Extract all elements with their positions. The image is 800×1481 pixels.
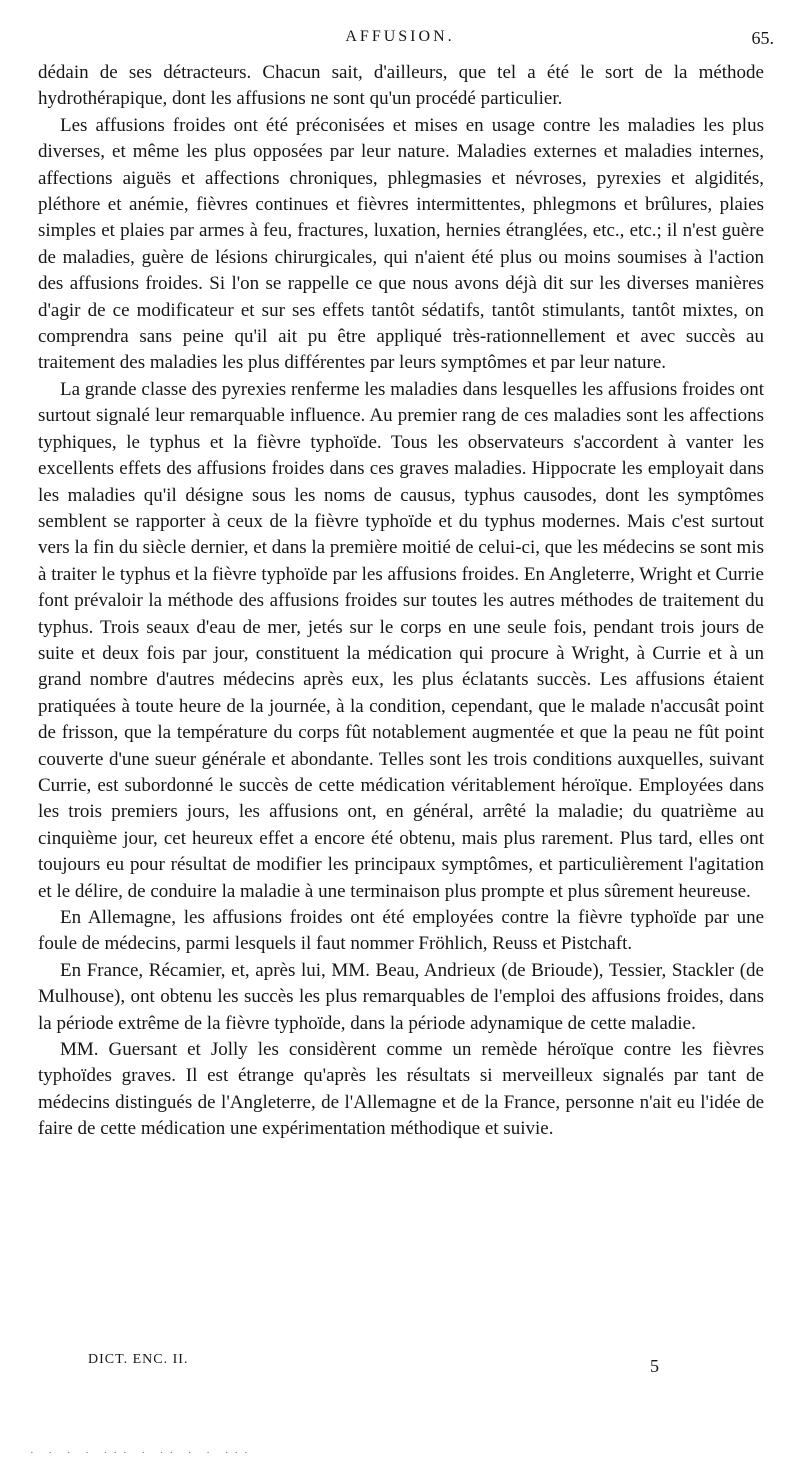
paragraph: En Allemagne, les affusions froides ont été employées contre la fièvre typhoïde par une foule de médecins, parmi lesquels il faut nommer Fröhlich, Reuss et Pistchaft.: [38, 907, 764, 955]
paragraph: dédain de ses détracteurs. Chacun sait, d'ailleurs, que tel a été le sort de la méthode hydrothérapique, dont les affusions ne sont qu'un procédé particulier.: [38, 62, 764, 110]
paragraph: La grande classe des pyrexies renferme les maladies dans lesquelles les affusions froides ont surtout signalé leur remarquable influence. Au premier rang de ces maladies sont les affections typhiques, le typhus et la fièvre typhoïde. Tous les observateurs s'accordent à vanter les excellents effets des affusions froides dans ces graves maladies. Hippocrate les employait dans les maladies qu'il désigne sous les noms de causus, typhus causodes, dont les symptômes semblent se rapporter à ceux de la fièvre typhoïde et du typhus modernes. Mais c'est surtout vers la fin du siècle dernier, et dans la première moitié de celui-ci, que les médecins se sont mis à traiter le typhus et la fièvre typhoïde par les affusions froides. En Angleterre, Wright et Currie font prévaloir la méthode des affusions froides sur toutes les autres méthodes de traitement du typhus. Trois seaux d'eau de mer, jetés sur le corps en une seule fois, pendant trois jours de suite et deux fois par jour, constituent la médication qui procure à Wright, à Currie et à un grand nombre d'autres médecins après eux, les plus éclatants succès. Les affusions étaient pratiquées à toute heure de la journée, à la condition, cependant, que le malade n'accusât point de frisson, que la température du corps fût notablement augmentée et que la peau ne fût point couverte d'une sueur générale et abondante. Telles sont les trois conditions auxquelles, suivant Currie, est subordonné le succès de cette médication véritablement héroïque. Employées dans les trois premiers jours, les affusions ont, en général, arrêté la maladie; du quatrième au cinquième jour, cet heureux effet a encore été obtenu, mais plus rarement. Plus tard, elles ont toujours eu pour résultat de modifier les principaux symptômes, et particulièrement l'agitation et le délire, de conduire la maladie à une terminaison plus prompte et plus sûrement heureuse.: [38, 378, 764, 902]
page-number: 65.: [751, 28, 774, 48]
paragraph: MM. Guersant et Jolly les considèrent comme un remède héroïque contre les fièvres typhoïdes graves. Il est étrange qu'après les résultats si merveilleux signalés par tant de médecins distingués de l'Angleterre, de l'Allemagne et de la France, personne n'ait eu l'idée de faire de cette médication une expérimentation méthodique et suivie.: [38, 1039, 764, 1140]
scan-noise-divider: · · · · ··· · ·· · · ···: [30, 1447, 254, 1459]
paragraph: En France, Récamier, et, après lui, MM. Beau, Andrieux (de Brioude), Tessier, Stackler (de Mulhouse), ont obtenu les succès les plus remarquables de l'emploi des affusions froides, dans la période extrême de la fièvre typhoïde, dans la période adynamique de cette maladie.: [38, 959, 764, 1034]
running-title: AFFUSION.: [345, 28, 455, 45]
sheet-number: 5: [650, 1356, 659, 1376]
body-text: [38, 60, 764, 1143]
paragraph: Les affusions froides ont été préconisées et mises en usage contre les maladies les plus diverses, et même les plus opposées par leur nature. Maladies externes et maladies internes, affections aiguës et affections chroniques, phlegmasies et névroses, pyrexies et algidités, pléthore et anémie, fièvres continues et fièvres intermittentes, phlegmons et brûlures, plaies simples et plaies par armes à feu, fractures, luxation, hernies étranglées, etc., etc.; il n'est guère de maladies, guère de lésions chirurgicales, qui n'aient été plus ou moins soumises à l'action des affusions froides. Si l'on se rappelle ce que nous avons déjà dit sur les diverses manières d'agir de ce modificateur et sur ses effets tantôt sédatifs, tantôt stimulants, tantôt mixtes, on comprendra sans peine qu'il ait pu être appliqué très-rationnellement et avec succès au traitement des maladies les plus différentes par leurs symptômes et par leur nature.: [38, 114, 764, 374]
printer-signature: DICT. ENC. II.: [88, 1352, 189, 1367]
